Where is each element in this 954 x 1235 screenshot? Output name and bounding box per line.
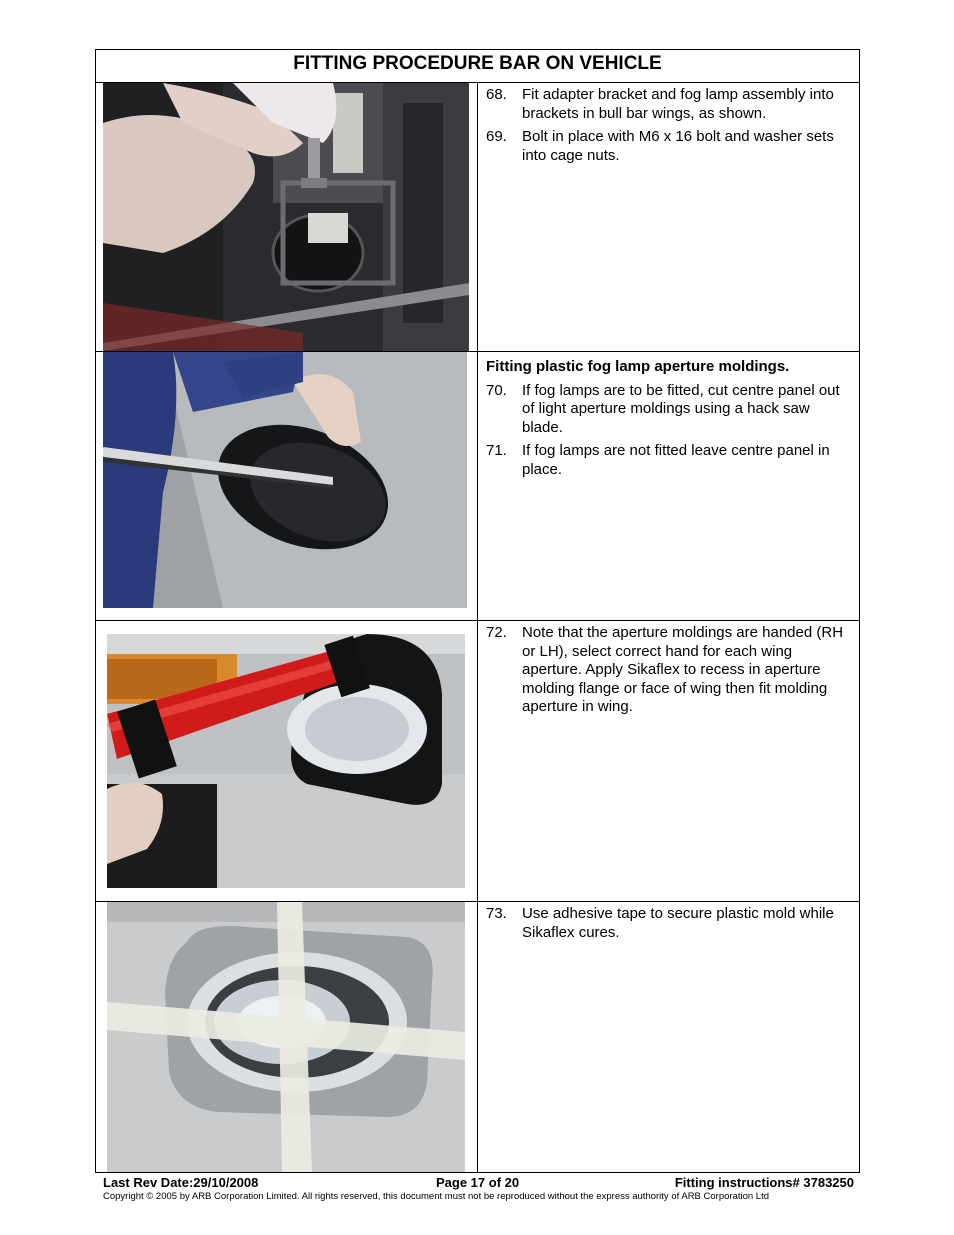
image-cell [96,902,478,1172]
step-text: If fog lamps are not fitted leave centre panel in place. [522,442,830,478]
step-text: If fog lamps are to be fitted, cut centre panel out of light aperture moldings using a hack saw blade. [522,381,840,436]
step-number: 71. [486,442,507,459]
copyright-notice: Copyright © 2005 by ARB Corporation Limited. All rights reserved, this document must not be reproduced without the express authority of ARB Corporation Ltd [103,1191,770,1202]
page-title: FITTING PROCEDURE BAR ON VEHICLE [96,50,859,83]
photo-applying-sikaflex [107,634,465,888]
text-cell [478,902,859,1172]
step-number: 72. [486,624,507,641]
step-text: Note that the aperture moldings are handed (RH or LH), select correct hand for each wing aperture. Apply Sikaflex to recess in aperture molding flange or face of wing then fit molding aperture in wing. [522,624,844,715]
section-heading: Fitting plastic fog lamp aperture moldings. [486,358,790,375]
instructions-number: Fitting instructions# 3783250 [674,1175,854,1190]
step-item [486,382,853,438]
photo-adapter-bracket-bolting [103,83,469,351]
step-number: 69. [486,128,507,145]
image-cell [96,621,478,901]
step-text: Use adhesive tape to secure plastic mold while Sikaflex cures. [522,905,834,941]
step-row-3 [96,621,859,902]
text-cell [478,621,859,901]
revision-date: Last Rev Date:29/10/2008 [103,1175,259,1190]
step-item [486,86,853,123]
step-item [486,905,853,942]
step-row-2 [96,352,859,621]
step-row-4 [96,902,859,1172]
step-number: 70. [486,381,507,399]
text-cell [478,83,859,351]
step-text: Bolt in place with M6 x 16 bolt and washer sets into cage nuts. [522,128,834,164]
document-frame [95,49,860,1173]
step-item [486,624,853,717]
step-text: Fit adapter bracket and fog lamp assembly into brackets in bull bar wings, as shown. [522,86,834,122]
step-number: 73. [486,905,507,922]
page-number: Page 17 of 20 [436,1175,520,1190]
step-item [486,128,853,165]
step-number: 68. [486,86,507,103]
photo-adhesive-tape [107,902,465,1172]
text-cell [478,352,859,620]
image-cell [96,352,478,620]
step-item [486,442,853,479]
image-cell [96,83,478,351]
photo-cutting-molding [103,352,467,608]
step-row-1 [96,83,859,352]
